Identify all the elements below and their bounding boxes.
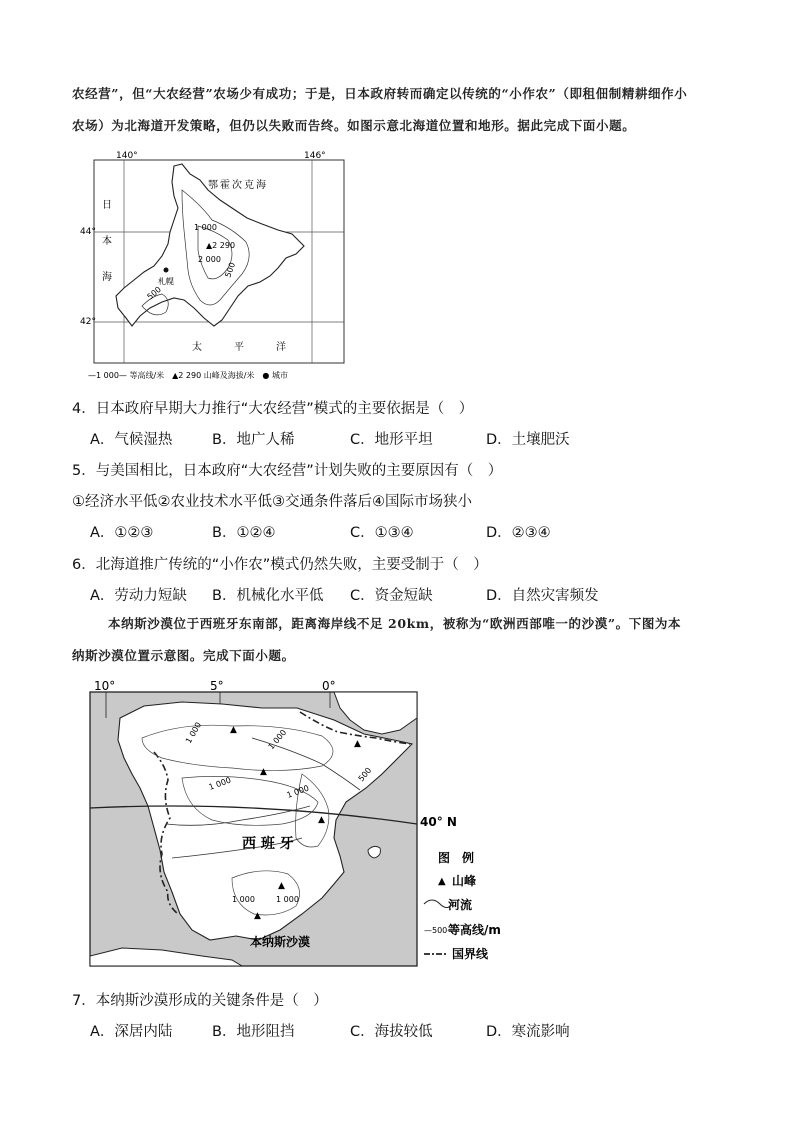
sea-japan-char-1: 日 [102,200,112,211]
question-7-option-a[interactable]: A．深居内陆 [90,1024,173,1040]
lat-label-40n: 40° N [420,815,457,829]
contour-label-e: 1 000 [232,895,255,904]
question-4-option-c[interactable]: C．地形平坦 [350,432,433,448]
desert-label: 本纳斯沙漠 [250,935,311,949]
passage-1-line-2: 农场）为北海道开发策略，但仍以失败而告终。如图示意北海道位置和地形。据此完成下面小题。 [72,118,636,133]
peak-6: ▲ [254,911,261,921]
question-7-option-d[interactable]: D．寒流影响 [486,1024,570,1040]
lon-label-0: 0° [322,679,336,693]
question-5-option-d[interactable]: D．②③④ [486,525,551,541]
pacific-char-3: 洋 [276,342,286,353]
contour-label-d: 1 000 [285,783,311,800]
question-5-statements: ①经济水平低②农业技术水平低③交通条件落后④国际市场狭小 [72,494,472,510]
sea-okhotsk-label: 鄂霍次克海 [208,180,268,191]
peak-3: ▲ [354,739,361,749]
peak-1: ▲ [230,725,237,735]
passage-2 [72,608,722,672]
hokkaido-map [82,150,352,386]
legend-peak-symbol: ▲ [438,876,446,887]
peak-5: ▲ [278,881,285,891]
lon-label-140: 140° [116,151,138,161]
legend-title: 图 例 [438,851,475,865]
sapporo-label: 札幌 [158,277,174,286]
contour-label-a: 1 000 [183,720,204,745]
legend-peak-label: 山峰 [452,874,477,888]
question-7-stem: 7．本纳斯沙漠形成的关键条件是（ ） [72,993,328,1009]
passage-2-line-2: 纳斯沙漠位置示意图。完成下面小题。 [72,648,295,663]
question-4-stem: 4．日本政府早期大力推行“大农经营”模式的主要依据是（ ） [72,401,474,417]
question-5-stem: 5．与美国相比，日本政府“大农经营”计划失败的主要原因有（ ） [72,463,503,479]
sea-japan-char-2: 本 [102,236,112,247]
contour-label-f: 1 000 [276,895,299,904]
peak-4: ▲ [318,815,325,825]
contour-label-b: 1 000 [266,727,289,752]
question-5-option-c[interactable]: C．①③④ [350,525,414,541]
pacific-char-2: 平 [234,342,244,353]
contour-label-500a: 500 [223,261,238,279]
passage-1 [72,78,722,142]
question-7-option-c[interactable]: C．海拔较低 [350,1024,433,1040]
question-4-option-d[interactable]: D．土壤肥沃 [486,432,570,448]
question-6-option-d[interactable]: D．自然灾害频发 [486,588,599,604]
contour-label-1000: 1 000 [194,223,217,232]
spain-label: 西 班 牙 [242,836,294,852]
question-5-option-b[interactable]: B．①②④ [212,525,276,541]
contour-label-2000: 2 000 [198,255,221,264]
lon-label-10: 10° [94,679,116,693]
legend-border-label: 国界线 [452,947,489,961]
question-4-option-a[interactable]: A．气候湿热 [90,432,173,448]
passage-2-line-1: 本纳斯沙漠位于西班牙东南部，距离海岸线不足 20km，被称为“欧洲西部唯一的沙漠”。下图为本 [108,616,682,631]
lat-label-42: 42° [80,317,96,327]
pacific-char-1: 太 [192,342,202,353]
lat-label-44: 44° [80,227,96,237]
question-5-option-a[interactable]: A．①②③ [90,525,154,541]
passage-1-line-1: 农经营”，但“大农经营”农场少有成功；于是，日本政府转而确定以传统的“小作农”（即租佃制精耕细作小 [72,86,688,101]
question-4-option-b[interactable]: B．地广人稀 [212,432,295,448]
contour-label-c: 1 000 [207,775,233,792]
question-6-stem: 6．北海道推广传统的“小作农”模式仍然失败，主要受制于（ ） [72,557,488,573]
question-6-option-c[interactable]: C．资金短缺 [350,588,433,604]
contour-label-500b: 500 [145,284,163,302]
question-6-option-b[interactable]: B．机械化水平低 [212,588,324,604]
question-6-option-a[interactable]: A．劳动力短缺 [90,588,187,604]
peak-label: ▲2 290 [206,241,236,250]
legend-river-label: 河流 [448,898,473,912]
sea-japan-char-3: 海 [102,272,112,283]
spain-map [82,678,501,970]
legend-contour-symbol: —500— [424,926,456,935]
lon-label-5: 5° [210,679,224,693]
sapporo-dot [164,268,169,273]
peak-2: ▲ [260,767,267,777]
lon-label-146: 146° [304,151,326,161]
contour-label-500: 500 [356,765,374,784]
question-7-option-b[interactable]: B．地形阻挡 [212,1024,295,1040]
map1-legend: —1 000— 等高线/米 ▲2 290 山峰及海拔/米 ● 城市 [88,371,288,380]
legend-contour-label: 等高线/m [448,923,501,937]
